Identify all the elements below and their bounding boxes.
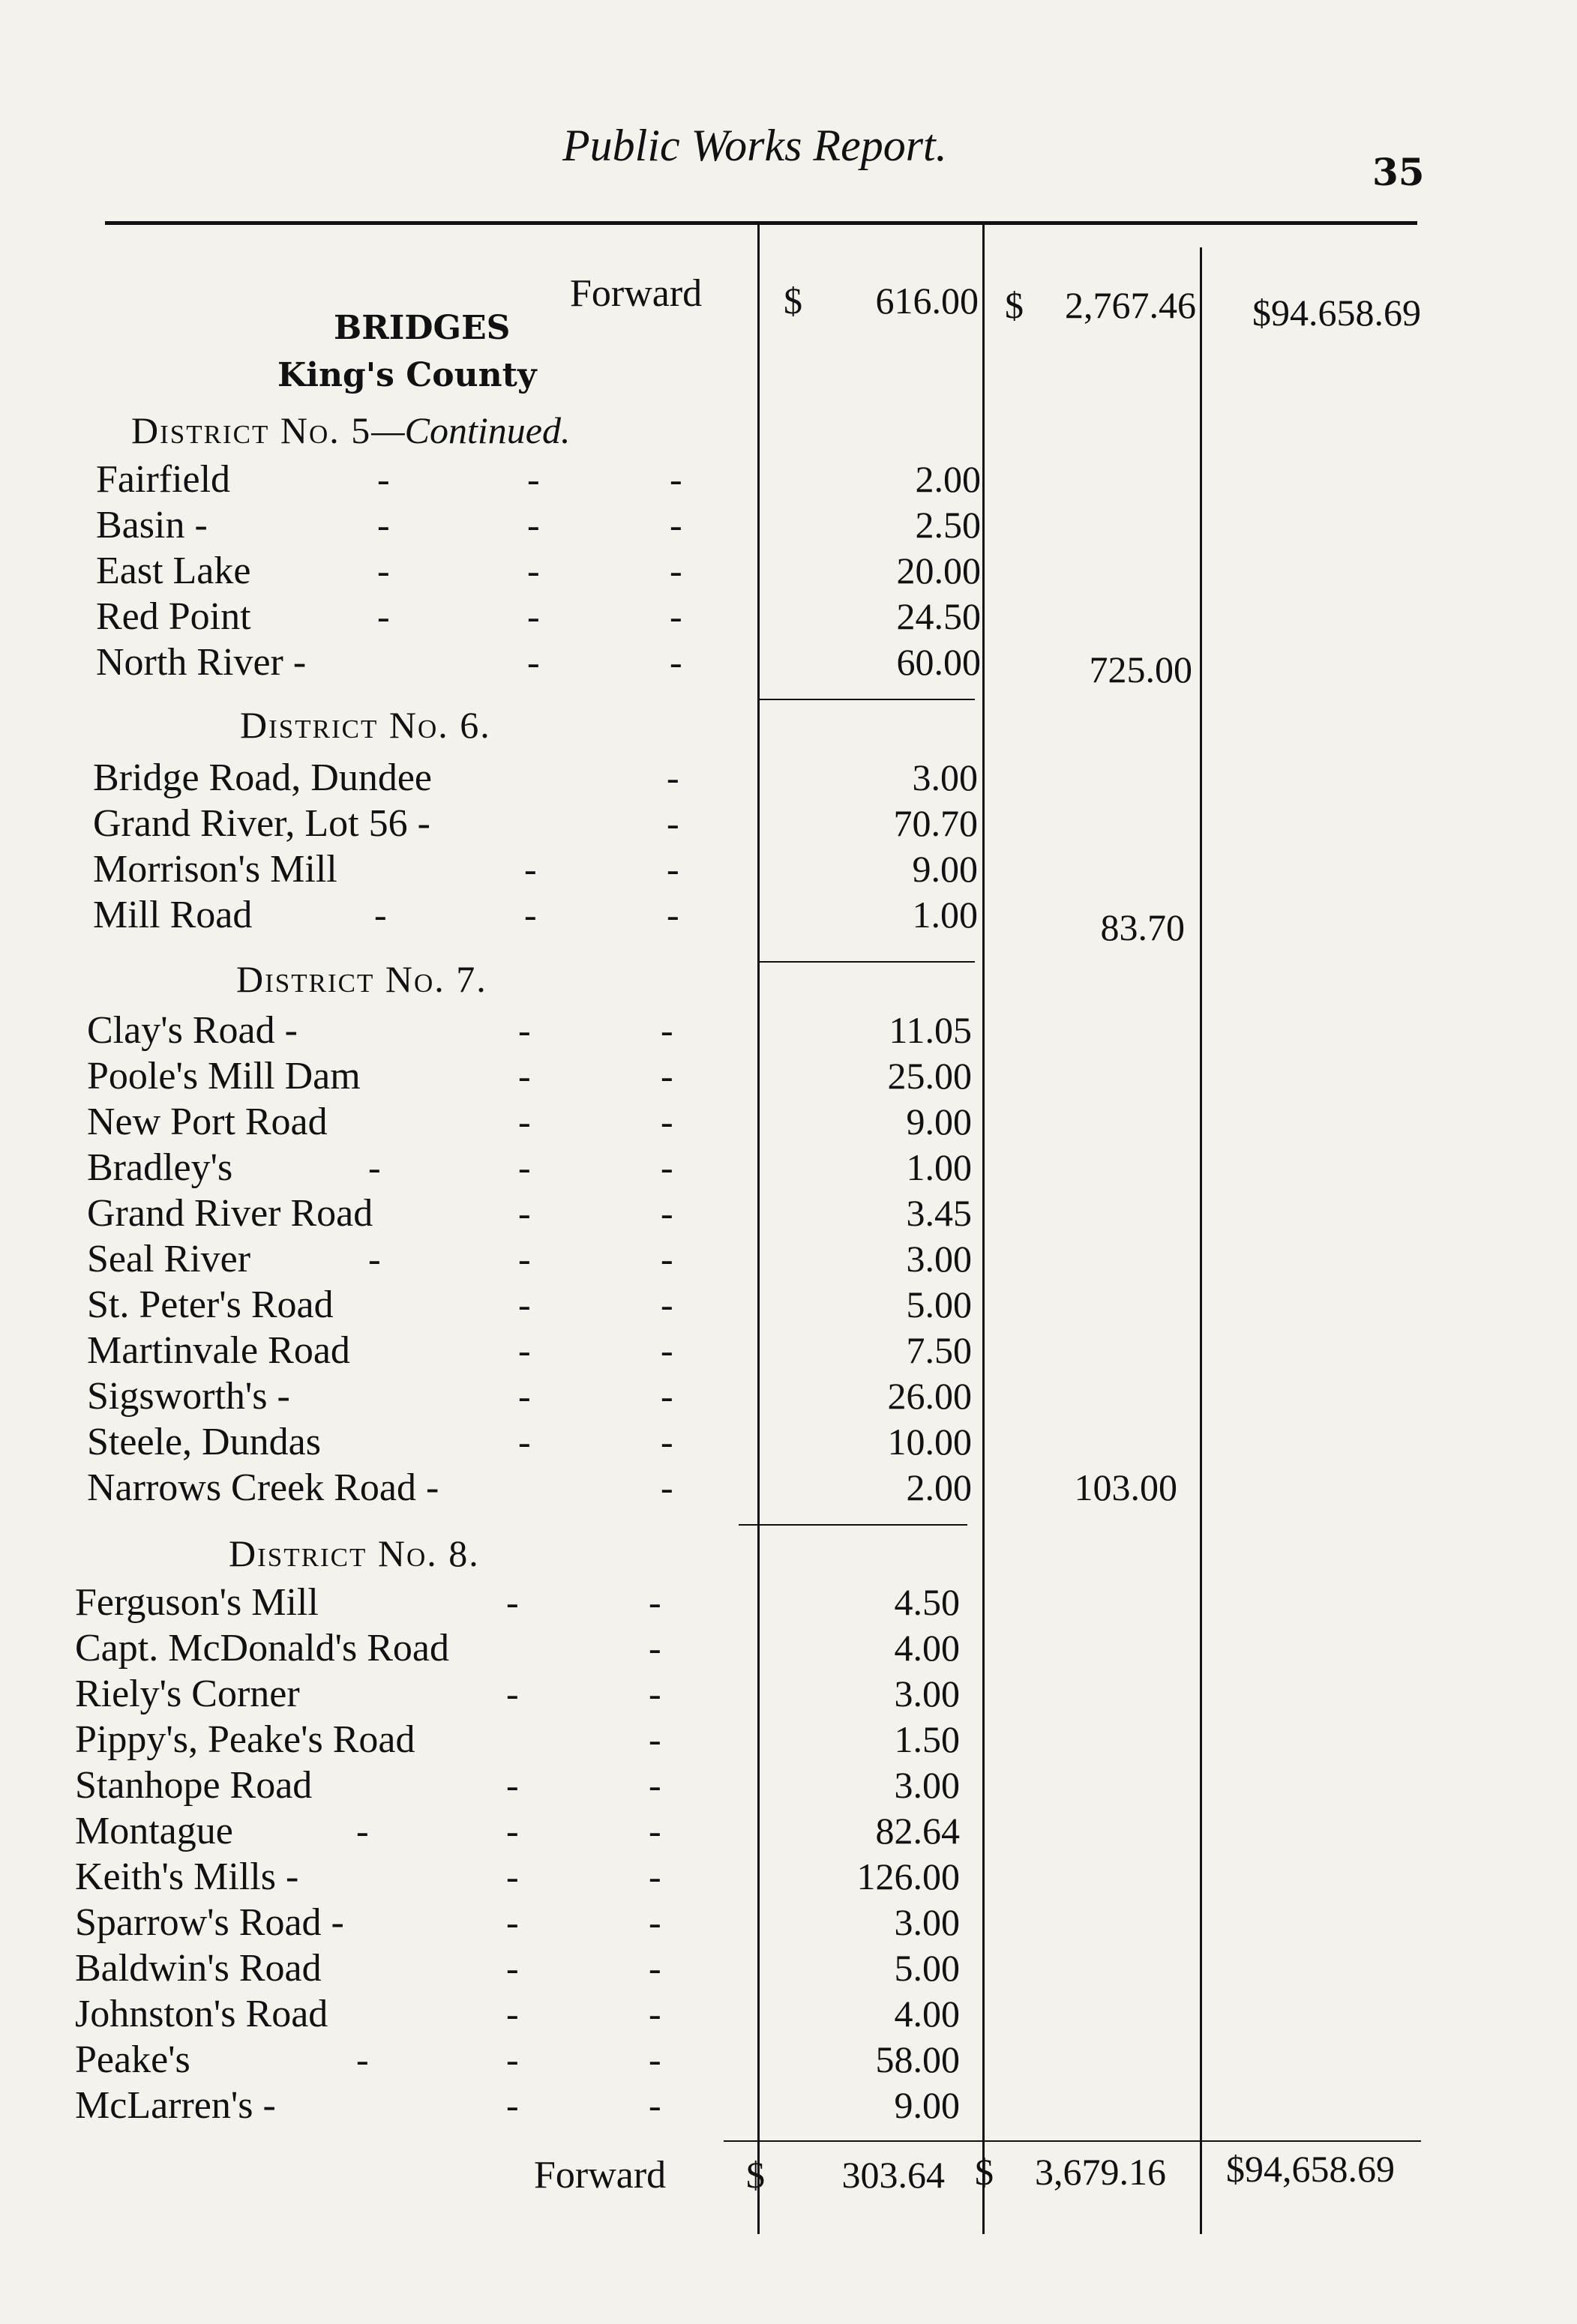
- leader-dash: -: [518, 1375, 531, 1417]
- row-amount: 3.00: [894, 1901, 960, 1943]
- leader-dash: -: [518, 1329, 531, 1371]
- row-amount: 60.00: [896, 641, 981, 683]
- table-row: [96, 457, 981, 503]
- table-row: [75, 1900, 960, 1946]
- district-6-heading: [240, 703, 491, 747]
- leader-dash: -: [670, 458, 682, 500]
- row-label: Grand River, Lot 56 -: [93, 802, 430, 845]
- leader-dash: -: [527, 458, 540, 500]
- forward-bottom-col2-value: 3,679.16: [1035, 2151, 1166, 2193]
- forward-bottom-col1-dollar: $: [746, 2154, 765, 2196]
- table-row: [93, 893, 978, 939]
- table-row: [93, 847, 978, 893]
- row-amount: 11.05: [889, 1009, 972, 1051]
- table-row: [75, 1672, 960, 1718]
- row-amount: 7.50: [906, 1329, 972, 1371]
- leader-dash: -: [667, 894, 679, 936]
- leader-dash: -: [518, 1009, 531, 1051]
- row-amount: 25.00: [887, 1055, 972, 1097]
- leader-dash: -: [506, 1855, 519, 1897]
- leader-dash: -: [649, 1810, 661, 1852]
- row-label: Steele, Dundas: [87, 1421, 321, 1463]
- district-5-heading-main: District No. 5: [131, 409, 372, 451]
- row-amount: 9.00: [906, 1101, 972, 1143]
- district-5-subtotal: 725.00: [1089, 648, 1192, 690]
- row-label: Peake's: [75, 2038, 190, 2081]
- table-row: [75, 2038, 960, 2083]
- page-number: 35: [1372, 150, 1425, 194]
- table-row: [96, 503, 981, 549]
- leader-dash: -: [527, 595, 540, 637]
- row-amount: 58.00: [875, 2038, 960, 2080]
- table-row: [87, 1008, 972, 1054]
- row-amount: 5.00: [894, 1947, 960, 1989]
- row-amount: 1.00: [912, 894, 978, 936]
- district-7-rule: [739, 1524, 967, 1526]
- district-7-heading-main: District No. 7.: [236, 958, 487, 1000]
- row-label: Basin -: [96, 504, 208, 547]
- leader-dash: -: [649, 1627, 661, 1669]
- forward-top-col2-value: 2,767.46: [1065, 284, 1196, 326]
- header-rule: [105, 221, 1417, 225]
- leader-dash: -: [356, 2038, 369, 2080]
- table-row: [96, 594, 981, 640]
- row-amount: 4.00: [894, 1993, 960, 2035]
- table-row: [93, 756, 978, 801]
- row-label: East Lake: [96, 550, 251, 592]
- table-row: [96, 640, 981, 686]
- row-amount: 20.00: [896, 550, 981, 591]
- row-label: Riely's Corner: [75, 1673, 300, 1715]
- leader-dash: -: [527, 550, 540, 591]
- row-label: St. Peter's Road: [87, 1283, 334, 1326]
- row-label: Bridge Road, Dundee: [93, 756, 433, 799]
- forward-bottom-col1-value: 303.64: [841, 2154, 945, 2196]
- row-amount: 2.50: [915, 504, 981, 546]
- row-label: Baldwin's Road: [75, 1947, 322, 1990]
- row-label: Capt. McDonald's Road: [75, 1627, 449, 1670]
- row-label: Fairfield: [96, 458, 231, 501]
- row-amount: 1.50: [894, 1718, 960, 1760]
- table-row: [75, 1855, 960, 1900]
- leader-dash: -: [506, 1810, 519, 1852]
- table-row: [75, 1763, 960, 1809]
- leader-dash: -: [667, 756, 679, 798]
- row-amount: 1.00: [906, 1146, 972, 1188]
- table-row: [87, 1146, 972, 1191]
- section-subtitle: King's County: [277, 356, 537, 394]
- row-amount: 24.50: [896, 595, 981, 637]
- leader-dash: -: [649, 1718, 661, 1760]
- column-rule-3: [1200, 247, 1202, 2234]
- leader-dash: -: [670, 550, 682, 591]
- leader-dash: -: [649, 2038, 661, 2080]
- leader-dash: -: [506, 2084, 519, 2126]
- table-row: [75, 1580, 960, 1626]
- leader-dash: -: [518, 1055, 531, 1097]
- bottom-total-rule: [724, 2140, 1421, 2142]
- page-header-title: Public Works Report.: [562, 121, 947, 170]
- leader-dash: -: [661, 1146, 673, 1188]
- row-amount: 82.64: [875, 1810, 960, 1852]
- district-8-heading-main: District No. 8.: [229, 1532, 480, 1574]
- row-amount: 3.00: [906, 1238, 972, 1280]
- forward-label-top: Forward: [570, 272, 703, 315]
- row-amount: 2.00: [915, 458, 981, 500]
- leader-dash: -: [661, 1009, 673, 1051]
- row-amount: 5.00: [906, 1283, 972, 1325]
- row-label: Sparrow's Road -: [75, 1901, 344, 1944]
- row-label: Keith's Mills -: [75, 1855, 299, 1898]
- row-label: Poole's Mill Dam: [87, 1055, 361, 1098]
- leader-dash: -: [377, 595, 390, 637]
- leader-dash: -: [661, 1101, 673, 1143]
- column-rule-2: [982, 225, 985, 2234]
- row-label: Ferguson's Mill: [75, 1581, 319, 1624]
- row-amount: 126.00: [856, 1855, 960, 1897]
- table-row: [75, 1992, 960, 2038]
- table-row: [87, 1466, 972, 1511]
- forward-bottom-col3-value: $94,658.69: [1226, 2148, 1395, 2190]
- leader-dash: -: [649, 1947, 661, 1989]
- row-amount: 26.00: [887, 1375, 972, 1417]
- leader-dash: -: [670, 595, 682, 637]
- leader-dash: -: [374, 894, 387, 936]
- leader-dash: -: [524, 894, 537, 936]
- leader-dash: -: [518, 1238, 531, 1280]
- table-row: [75, 2083, 960, 2129]
- leader-dash: -: [377, 458, 390, 500]
- district-7-heading: [236, 957, 487, 1001]
- leader-dash: -: [667, 848, 679, 890]
- leader-dash: -: [377, 504, 390, 546]
- district-6-heading-main: District No. 6.: [240, 704, 491, 746]
- forward-top-col1-dollar: $: [784, 280, 802, 322]
- row-label: Bradley's: [87, 1146, 233, 1189]
- leader-dash: -: [368, 1238, 381, 1280]
- leader-dash: -: [527, 504, 540, 546]
- leader-dash: -: [670, 641, 682, 683]
- table-row: [93, 801, 978, 847]
- leader-dash: -: [527, 641, 540, 683]
- leader-dash: -: [506, 1764, 519, 1806]
- row-label: Clay's Road -: [87, 1009, 298, 1052]
- leader-dash: -: [518, 1192, 531, 1234]
- leader-dash: -: [649, 1764, 661, 1806]
- leader-dash: -: [670, 504, 682, 546]
- row-label: Mill Road: [93, 894, 253, 936]
- row-amount: 4.00: [894, 1627, 960, 1669]
- row-amount: 3.00: [894, 1764, 960, 1806]
- row-label: New Port Road: [87, 1101, 328, 1143]
- table-row: [87, 1283, 972, 1328]
- leader-dash: -: [506, 1901, 519, 1943]
- leader-dash: -: [661, 1329, 673, 1371]
- leader-dash: -: [649, 1993, 661, 2035]
- leader-dash: -: [518, 1283, 531, 1325]
- district-7-subtotal: 103.00: [1074, 1466, 1177, 1508]
- leader-dash: -: [506, 2038, 519, 2080]
- leader-dash: -: [377, 550, 390, 591]
- table-row: [96, 549, 981, 594]
- section-title: BRIDGES: [334, 309, 511, 347]
- leader-dash: -: [649, 1673, 661, 1715]
- leader-dash: -: [661, 1466, 673, 1508]
- table-row: [87, 1237, 972, 1283]
- leader-dash: -: [661, 1375, 673, 1417]
- table-row: [75, 1809, 960, 1855]
- leader-dash: -: [368, 1146, 381, 1188]
- table-row: [87, 1054, 972, 1100]
- row-amount: 9.00: [912, 848, 978, 890]
- district-6-rule: [757, 961, 975, 963]
- forward-top-col3-value: $94.658.69: [1252, 292, 1421, 334]
- row-amount: 3.00: [894, 1673, 960, 1715]
- table-row: [87, 1191, 972, 1237]
- table-row: [75, 1946, 960, 1992]
- forward-top-col2-dollar: $: [1005, 284, 1024, 326]
- leader-dash: -: [661, 1192, 673, 1234]
- table-row: [87, 1100, 972, 1146]
- row-label: Johnston's Road: [75, 1993, 328, 2035]
- table-row: [87, 1328, 972, 1374]
- table-row: [87, 1420, 972, 1466]
- forward-label-bottom: Forward: [534, 2154, 667, 2197]
- row-label: Red Point: [96, 595, 251, 638]
- row-amount: 4.50: [894, 1581, 960, 1623]
- row-amount: 2.00: [906, 1466, 972, 1508]
- leader-dash: -: [649, 2084, 661, 2126]
- forward-top-col1-value: 616.00: [875, 280, 979, 322]
- leader-dash: -: [649, 1901, 661, 1943]
- row-label: Morrison's Mill: [93, 848, 337, 891]
- leader-dash: -: [649, 1581, 661, 1623]
- row-label: Montague: [75, 1810, 233, 1852]
- leader-dash: -: [667, 802, 679, 844]
- row-amount: 70.70: [893, 802, 978, 844]
- row-amount: 10.00: [887, 1421, 972, 1463]
- table-row: [75, 1718, 960, 1763]
- leader-dash: -: [661, 1238, 673, 1280]
- row-label: Narrows Creek Road -: [87, 1466, 439, 1509]
- row-label: Martinvale Road: [87, 1329, 350, 1372]
- leader-dash: -: [356, 1810, 369, 1852]
- table-row: [87, 1374, 972, 1420]
- leader-dash: -: [506, 1993, 519, 2035]
- district-5-heading-continued: —Continued.: [371, 409, 571, 451]
- leader-dash: -: [518, 1421, 531, 1463]
- row-label: North River -: [96, 641, 307, 684]
- leader-dash: -: [524, 848, 537, 890]
- row-amount: 3.00: [912, 756, 978, 798]
- row-amount: 9.00: [894, 2084, 960, 2126]
- row-label: Sigsworth's -: [87, 1375, 290, 1418]
- leader-dash: -: [518, 1101, 531, 1143]
- leader-dash: -: [506, 1581, 519, 1623]
- district-6-subtotal: 83.70: [1100, 906, 1185, 948]
- table-row: [75, 1626, 960, 1672]
- leader-dash: -: [661, 1055, 673, 1097]
- district-5-rule: [757, 699, 975, 700]
- row-label: Grand River Road: [87, 1192, 373, 1235]
- row-label: Stanhope Road: [75, 1764, 313, 1807]
- leader-dash: -: [506, 1947, 519, 1989]
- leader-dash: -: [649, 1855, 661, 1897]
- row-label: Seal River: [87, 1238, 251, 1280]
- district-5-heading: [131, 409, 571, 452]
- row-amount: 3.45: [906, 1192, 972, 1234]
- district-8-heading: [229, 1532, 480, 1575]
- leader-dash: -: [661, 1421, 673, 1463]
- leader-dash: -: [506, 1673, 519, 1715]
- row-label: Pippy's, Peake's Road: [75, 1718, 415, 1761]
- leader-dash: -: [518, 1146, 531, 1188]
- forward-bottom-col2-dollar: $: [975, 2151, 994, 2193]
- row-label: McLarren's -: [75, 2084, 276, 2127]
- leader-dash: -: [661, 1283, 673, 1325]
